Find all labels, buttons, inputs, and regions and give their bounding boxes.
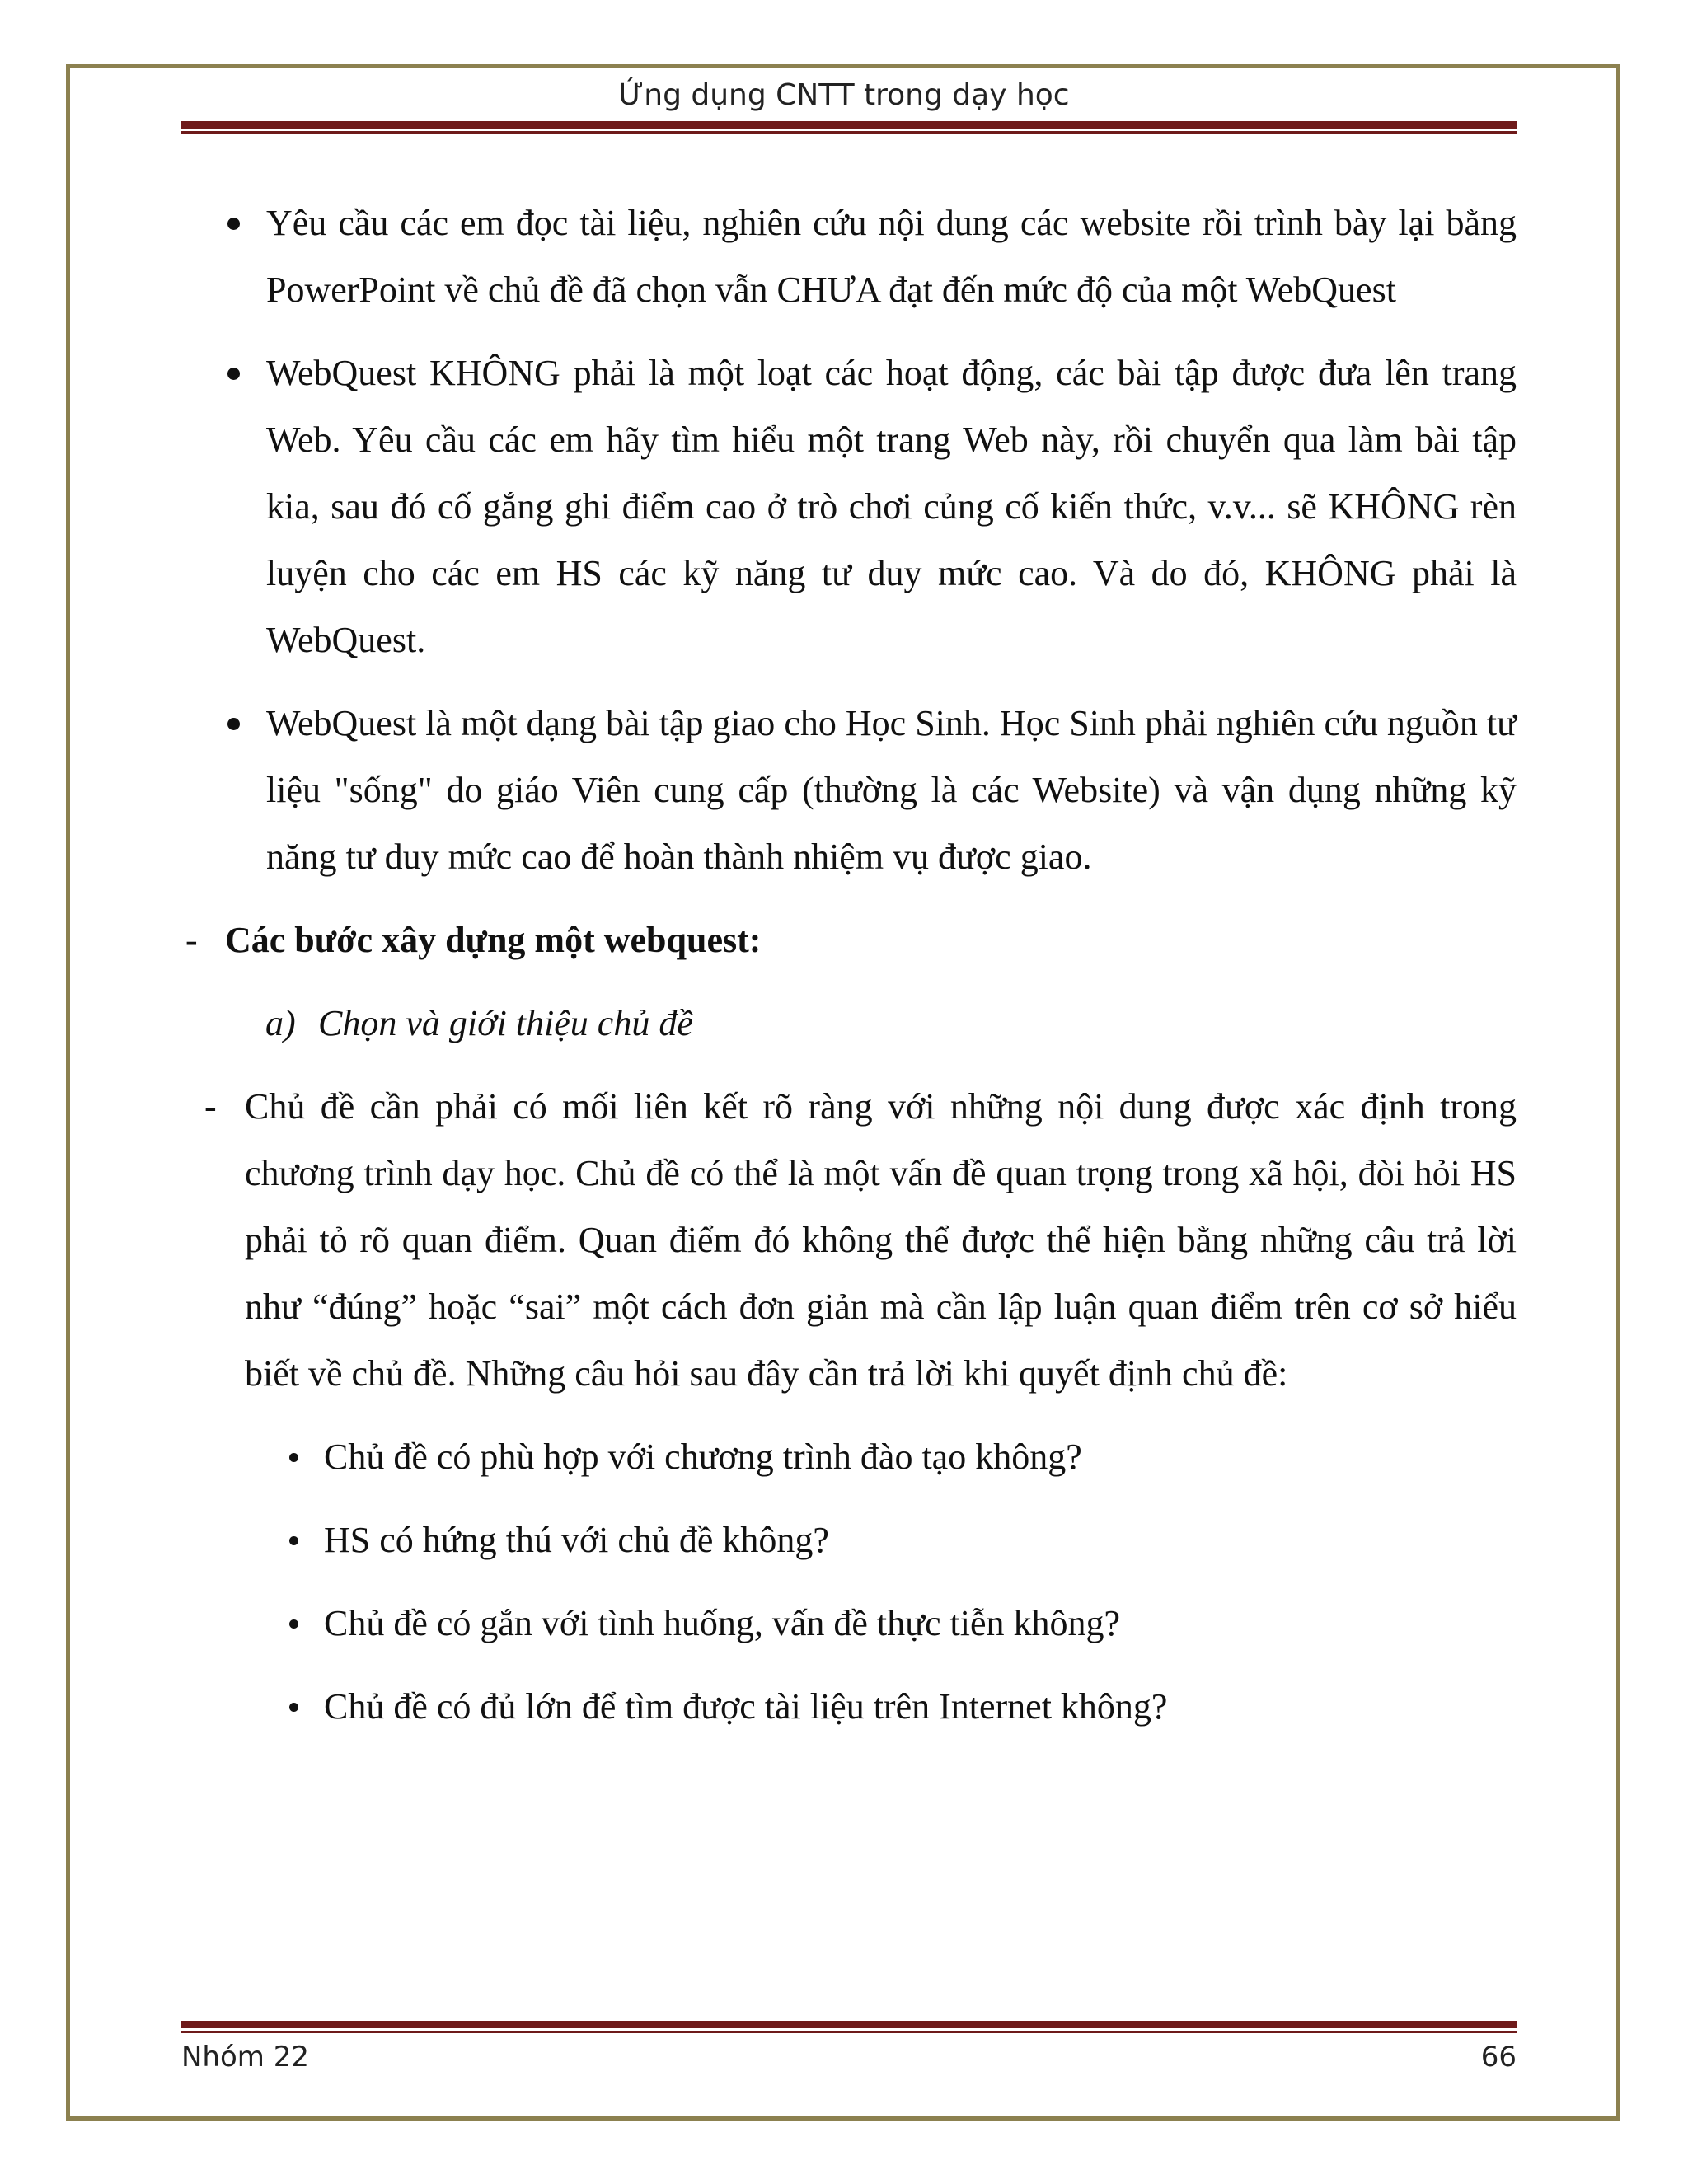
list-item: HS có hứng thú với chủ đề không? (181, 1507, 1517, 1573)
running-header: Ứng dụng CNTT trong dạy học (618, 78, 1070, 112)
list-item: Chủ đề có đủ lớn để tìm được tài liệu trên Internet không? (181, 1673, 1517, 1740)
body-paragraph: - Chủ đề cần phải có mối liên kết rõ ràng với những nội dung được xác định trong chương trình dạy học. Chủ đề có thể là một vấn đề quan trọng trong xã hội, đòi hỏi HS phải tỏ rõ quan điểm. Quan điểm đó không thể được thể hiện bằng những câu trả lời như “đúng” hoặc “sai” một cách đơn giản mà cần lập luận quan điểm trên cơ sở hiểu biết về chủ đề. Những câu hỏi sau đây cần trả lời khi quyết định chủ đề: (204, 1086, 1517, 1394)
question-list (181, 1423, 1517, 1740)
page-footer (181, 2041, 1517, 2074)
footer-group: Nhóm 22 (181, 2041, 309, 2074)
section-heading: - Các bước xây dựng một webquest: (185, 920, 762, 960)
bullet-icon (289, 1619, 298, 1629)
bullet-icon (227, 718, 240, 730)
bullet-item: WebQuest là một dạng bài tập giao cho Học Sinh. Học Sinh phải nghiên cứu nguồn tư liệu "sống" do giáo Viên cung cấp (thường là các Website) và vận dụng những kỹ năng tư duy mức cao để hoàn thành nhiệm vụ được giao. (181, 690, 1517, 890)
bullet-icon (289, 1453, 298, 1462)
bullet-item: Yêu cầu các em đọc tài liệu, nghiên cứu nội dung các website rồi trình bày lại bằng PowerPoint về chủ đề đã chọn vẫn CHƯA đạt đến mức độ của một WebQuest (181, 190, 1517, 323)
bullet-icon (289, 1536, 298, 1545)
bullet-icon (289, 1703, 298, 1712)
list-item: Chủ đề có phù hợp với chương trình đào tạo không? (181, 1423, 1517, 1490)
header-rule (181, 121, 1517, 134)
subsection-heading: a) Chọn và giới thiệu chủ đề (265, 1003, 693, 1043)
bullet-icon (227, 368, 240, 380)
bullet-icon (227, 218, 240, 230)
list-item: Chủ đề có gắn với tình huống, vấn đề thực tiễn không? (181, 1590, 1517, 1657)
page-number: 66 (1480, 2041, 1517, 2074)
footer-rule (181, 2021, 1517, 2033)
page-body (181, 190, 1517, 1756)
bullet-item: WebQuest KHÔNG phải là một loạt các hoạt động, các bài tập được đưa lên trang Web. Yêu cầu các em hãy tìm hiểu một trang Web này, rồi chuyển qua làm bài tập kia, sau đó cố gắng ghi điểm cao ở trò chơi củng cố kiến thức, v.v... sẽ KHÔNG rèn luyện cho các em HS các kỹ năng tư duy mức cao. Và do đó, KHÔNG phải là WebQuest. (181, 340, 1517, 673)
